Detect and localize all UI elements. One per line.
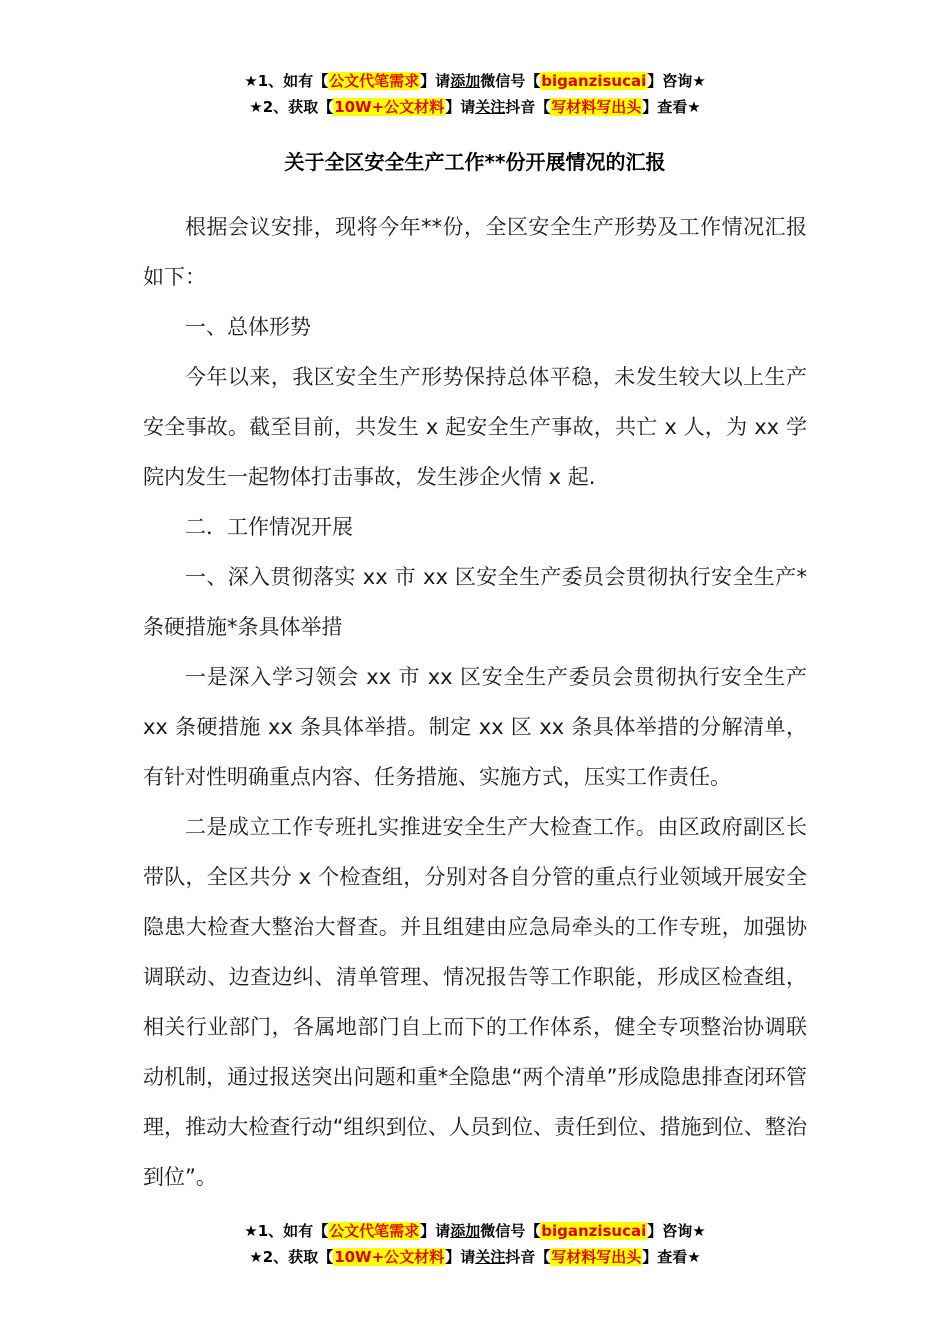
top-promo-banner — [0, 68, 950, 120]
promo-text: ★1、如有【 — [244, 1222, 329, 1240]
promo-text: 】查看★ — [642, 1248, 701, 1266]
body-paragraph: 今年以来，我区安全生产形势保持总体平稳，未发生较大以上生产安全事故。截至目前，共发生 x 起安全生产事故，共亡 x 人，为 xx 学院内发生一起物体打击事故，发生涉企火情 x 起. — [143, 365, 807, 489]
promo-douyin-name: 写材料写出头 — [551, 1248, 642, 1266]
section-heading: 二．工作情况开展 — [185, 515, 353, 539]
promo-text: 抖音【 — [505, 1248, 551, 1266]
document-title: 关于全区安全生产工作**份开展情况的汇报 — [284, 150, 666, 174]
promo-line-2 — [0, 94, 950, 120]
promo-highlight: 公文代笔需求 — [329, 72, 420, 90]
promo-text: ★1、如有【 — [244, 72, 329, 90]
promo-highlight: 公文代笔需求 — [329, 1222, 420, 1240]
promo-text: 微信号【 — [480, 1222, 541, 1240]
promo-text: 】请 — [420, 1222, 451, 1240]
body-paragraph: 二是成立工作专班扎实推进安全生产大检查工作。由区政府副区长带队，全区共分 x 个检查组，分别对各自分管的重点行业领域开展安全隐患大检查大整治大督查。并且组建由应急局牵头的工作专班，加强协调联动、边查边纠、清单管理、情况报告等工作职能，形成区检查组，相关行业部门，各属地部门自上而下的工作体系，健全专项整治协调联动机制，通过报送突出问题和重*全隐患“两个清单”形成隐患排查闭环管理，推动大检查行动“组织到位、人员到位、责任到位、措施到位、整治到位”。 — [143, 815, 807, 1189]
promo-underlined: 添加 — [450, 72, 481, 90]
promo-text: 】咨询★ — [647, 1222, 706, 1240]
promo-line-1 — [0, 68, 950, 94]
promo-text: 】查看★ — [642, 98, 701, 116]
promo-text: 微信号【 — [480, 72, 541, 90]
section-heading: 一、总体形势 — [185, 315, 311, 339]
promo-douyin-name: 写材料写出头 — [551, 98, 642, 116]
promo-text: 】请 — [445, 1248, 476, 1266]
body-paragraph: 一是深入学习领会 xx 市 xx 区安全生产委员会贯彻执行安全生产 xx 条硬措施 xx 条具体举措。制定 xx 区 xx 条具体举措的分解清单，有针对性明确重点内容、任务措施、实施方式，压实工作责任。 — [143, 665, 807, 789]
promo-text: 】请 — [420, 72, 451, 90]
promo-line-2 — [0, 1244, 950, 1270]
promo-line-1 — [0, 1218, 950, 1244]
promo-text: ★2、获取【 — [249, 98, 334, 116]
promo-underlined: 添加 — [450, 1222, 481, 1240]
promo-highlight: 10W+公文材料 — [334, 98, 445, 116]
intro-paragraph: 根据会议安排，现将今年**份，全区安全生产形势及工作情况汇报如下： — [143, 215, 807, 289]
document-body — [143, 202, 807, 1202]
promo-underlined: 关注 — [475, 1248, 506, 1266]
promo-highlight: 10W+公文材料 — [334, 1248, 445, 1266]
bottom-promo-banner — [0, 1218, 950, 1270]
promo-wechat-id: biganzisucai — [541, 1222, 647, 1240]
promo-text: 】咨询★ — [647, 72, 706, 90]
subsection-heading: 一、深入贯彻落实 xx 市 xx 区安全生产委员会贯彻执行安全生产*条硬措施*条具体举措 — [143, 565, 807, 639]
promo-underlined: 关注 — [475, 98, 506, 116]
promo-text: 】请 — [445, 98, 476, 116]
promo-wechat-id: biganzisucai — [541, 72, 647, 90]
promo-text: 抖音【 — [505, 98, 551, 116]
promo-text: ★2、获取【 — [249, 1248, 334, 1266]
